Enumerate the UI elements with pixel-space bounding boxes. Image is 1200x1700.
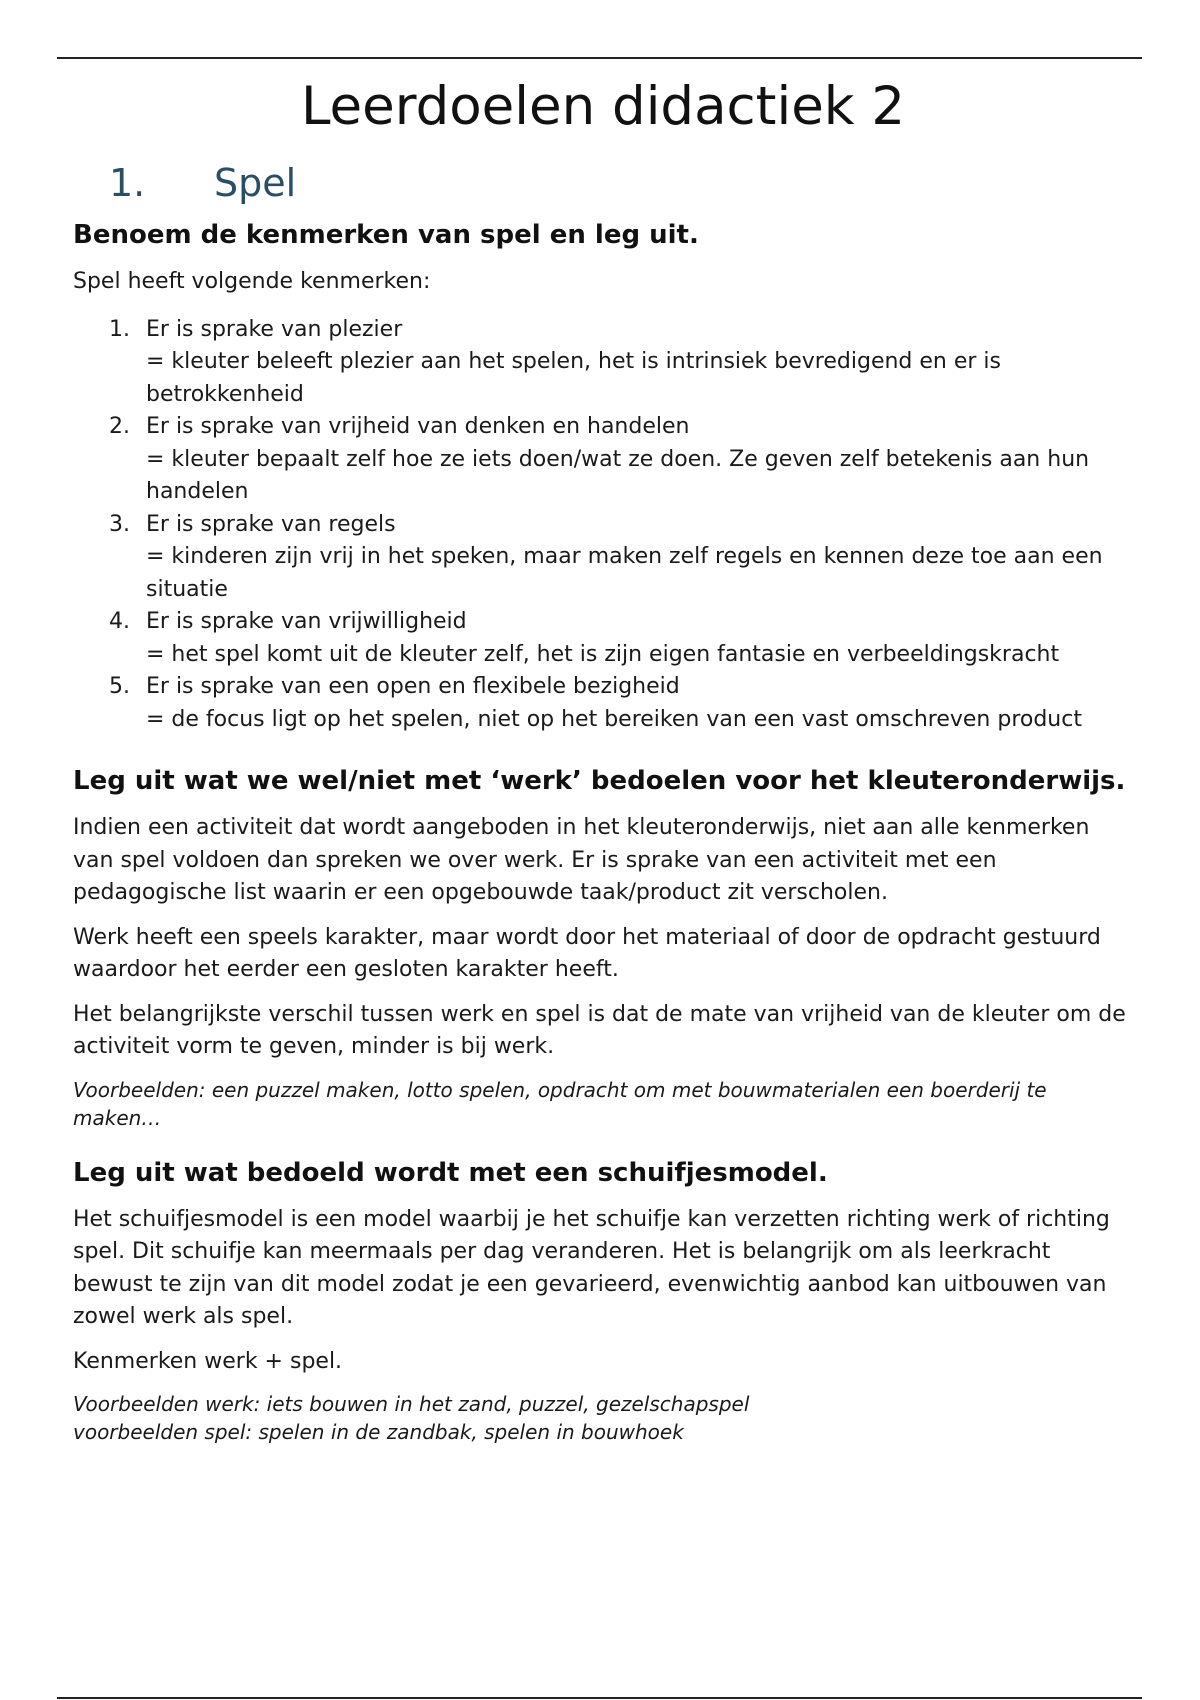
list-item-explanation: = het spel komt uit de kleuter zelf, het is zijn eigen fantasie en verbeeldingskracht bbox=[146, 641, 1060, 667]
question-1-intro: Spel heeft volgende kenmerken: bbox=[73, 269, 431, 294]
list-item-explanation: = kinderen zijn vrij in het speken, maar maken zelf regels en kennen deze toe aan een situatie bbox=[146, 544, 1103, 602]
list-item bbox=[73, 509, 1133, 607]
list-item-title: Er is sprake van vrijheid van denken en handelen bbox=[146, 414, 690, 439]
list-item bbox=[73, 671, 1133, 736]
list-item-explanation: = de focus ligt op het spelen, niet op het bereiken van een vast omschreven product bbox=[146, 706, 1082, 732]
question-2-heading: Leg uit wat we wel/niet met ‘werk’ bedoelen voor het kleuteronderwijs. bbox=[73, 766, 1126, 796]
list-item-title: Er is sprake van regels bbox=[146, 511, 396, 537]
question-2-paragraph: Indien een activiteit dat wordt aangeboden in het kleuteronderwijs, niet aan alle kenmerken van spel voldoen dan spreken we over werk. Er is sprake van een activiteit met een pedagogische list waarin er een opgebouwde taak/product zit verscholen. bbox=[73, 815, 1090, 905]
question-2-paragraph: Werk heeft een speels karakter, maar wordt door het materiaal of door de opdracht gestuurd waardoor het eerder een gesloten karakter heeft. bbox=[73, 924, 1101, 982]
question-3-examples-werk: Voorbeelden werk: iets bouwen in het zand, puzzel, gezelschapspel bbox=[73, 1392, 750, 1416]
document-title: Leerdoelen didactiek 2 bbox=[300, 76, 906, 137]
list-item-explanation: = kleuter beleeft plezier aan het spelen, het is intrinsiek bevredigend en er is betrokkenheid bbox=[146, 349, 1002, 407]
list-item bbox=[73, 606, 1133, 671]
kenmerken-list bbox=[73, 314, 1133, 737]
list-item-title: Er is sprake van vrijwilligheid bbox=[146, 609, 467, 634]
question-3-examples-spel: voorbeelden spel: spelen in de zandbak, spelen in bouwhoek bbox=[73, 1420, 684, 1444]
bottom-rule bbox=[57, 1697, 1142, 1699]
question-1-heading: Benoem de kenmerken van spel en leg uit. bbox=[73, 220, 699, 250]
question-3-paragraph: Kenmerken werk + spel. bbox=[73, 1348, 343, 1374]
list-item-number: 4. bbox=[109, 609, 130, 634]
list-item-number: 2. bbox=[109, 414, 130, 439]
list-item-explanation: = kleuter bepaalt zelf hoe ze iets doen/wat ze doen. Ze geven zelf betekenis aan hun handelen bbox=[146, 446, 1090, 504]
list-item-title: Er is sprake van plezier bbox=[146, 316, 403, 342]
list-item-title: Er is sprake van een open en flexibele bezigheid bbox=[146, 674, 680, 699]
question-3-heading: Leg uit wat bedoeld wordt met een schuifjesmodel. bbox=[73, 1157, 828, 1188]
document-content bbox=[73, 72, 1133, 1446]
list-item-number: 5. bbox=[109, 674, 130, 699]
section-heading bbox=[109, 160, 1133, 206]
question-2-paragraph: Het belangrijkste verschil tussen werk en spel is dat de mate van vrijheid van de kleuter om de activiteit vorm te geven, minder is bij werk. bbox=[73, 1001, 1126, 1059]
top-rule bbox=[57, 57, 1142, 59]
list-item-number: 1. bbox=[109, 316, 130, 342]
section-number: 1. bbox=[109, 161, 146, 205]
list-item-number: 3. bbox=[109, 511, 130, 537]
question-2-examples: Voorbeelden: een puzzel maken, lotto spelen, opdracht om met bouwmaterialen een boerderij te maken… bbox=[73, 1077, 1047, 1130]
section-title: Spel bbox=[214, 161, 297, 205]
list-item bbox=[73, 314, 1133, 412]
list-item bbox=[73, 411, 1133, 509]
question-3-paragraph: Het schuifjesmodel is een model waarbij je het schuifje kan verzetten richting werk of richting spel. Dit schuifje kan meermaals per dag veranderen. Het is belangrijk om als leerkracht bewust te zijn van dit model zodat je een gevarieerd, evenwichtig aanbod kan uitbouwen van zowel werk als spel. bbox=[73, 1206, 1110, 1329]
